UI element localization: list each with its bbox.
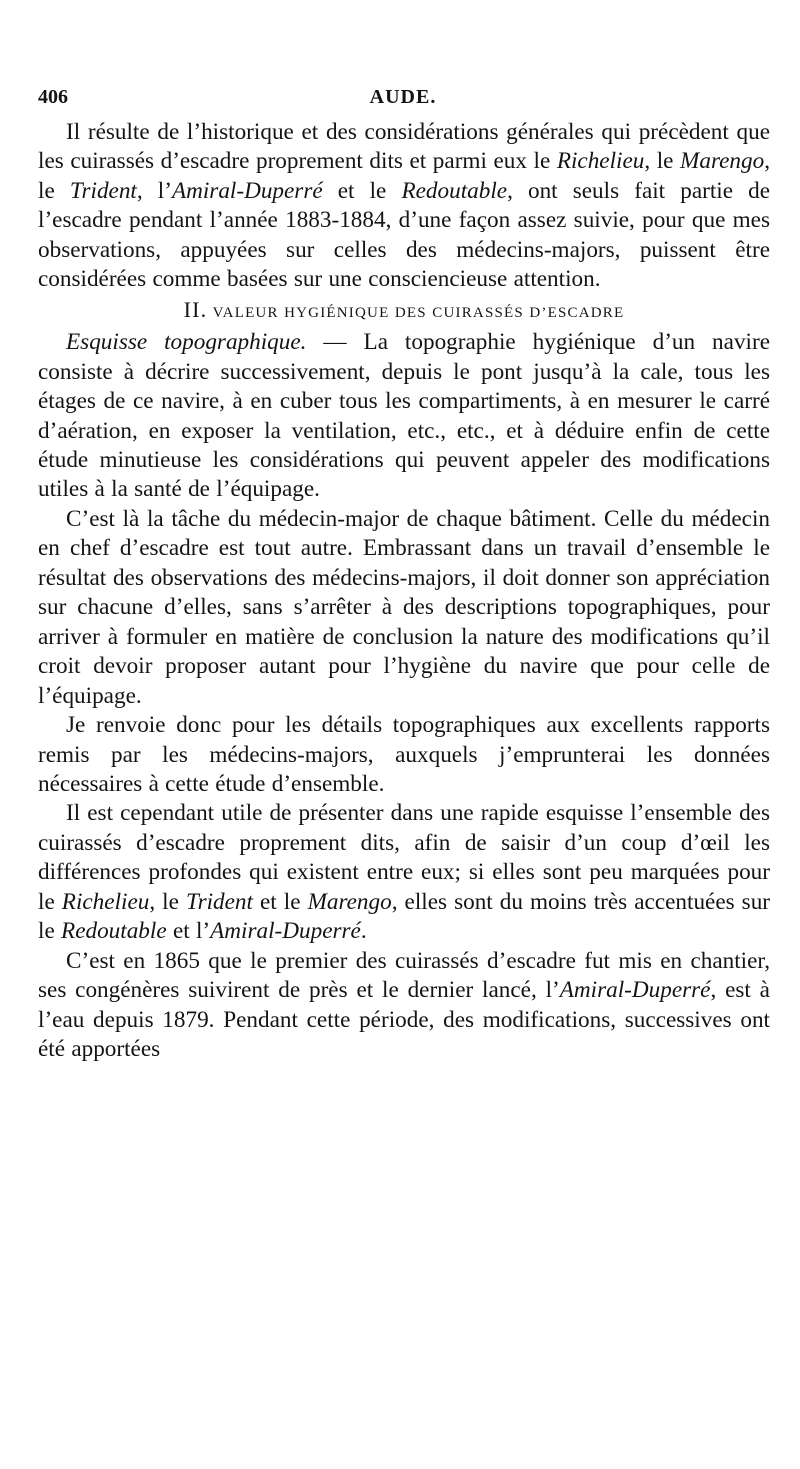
paragraph-1 — [38, 118, 770, 295]
text-run: . — [360, 918, 367, 945]
paragraph-4: Je renvoie donc pour les détails topographiques aux excellents rapports remis par les médecins-majors, auxquels j’emprunterai les données nécessaires à cette étude d’ensemble. — [38, 712, 770, 797]
text-run: et le — [322, 177, 402, 204]
section-heading — [38, 295, 770, 328]
page-number: 406 — [38, 86, 68, 108]
ship-name: Redoutable — [61, 918, 167, 945]
paragraph-3: C’est là la tâche du médecin-major de chaque bâtiment. Celle du médecin en chef d’escadre est tout autre. Embrassant dans un travail d’ensemble le résultat des observations des médecins-majors, il doit donner son appréciation sur chacune d’elles, sans s’arrêter à des descriptions topographiques, pour arriver à formuler en matière de conclusion la nature des modifications qu’il croit devoir proposer autant pour l’hygiène du navire que pour celle de l’équipage. — [38, 505, 770, 709]
section-title: VALEUR HYGIÉNIQUE DES CUIRASSÉS D’ESCADRE — [212, 304, 625, 321]
text-run: , ont seuls fait partie de l’escadre pendant l’année 1883-1884, d’une façon assez suivie, pour que mes observations, appuyées sur celles des médecins-majors, puissent être considérées comme basées sur une consciencieuse attention. — [38, 177, 771, 293]
paragraph-2 — [38, 328, 770, 505]
text-run: , elles sont du moins très accentuées sur le — [38, 888, 771, 945]
running-title: AUDE. — [369, 86, 437, 108]
paragraph-6 — [38, 947, 770, 1065]
text-run: , est à l’eau depuis 1879. Pendant cette période, des modifications, successives ont été apportées — [38, 977, 770, 1063]
ship-name: Trident — [69, 177, 137, 204]
ship-name: Redoutable — [401, 177, 508, 204]
text-run: — La topographie hygiénique d’un navire consiste à décrire successivement, depuis le pont jusqu’à la cale, tous les étages de ce navire, à en cuber tous les compartiments, à en mesurer le carré d’aération, en exposer la ventilation, etc., etc., et à déduire enfin de cette étude minutieuse les considérations qui peuvent appeler des modifications utiles à la santé de l’équipage. — [38, 329, 770, 503]
paragraph-lead: Esquisse topographique. — [66, 329, 307, 356]
page-header — [38, 86, 768, 116]
text-run: et l’ — [166, 918, 211, 945]
page-body — [38, 118, 770, 1065]
section-number: II. — [183, 296, 208, 322]
ship-name: Richelieu — [556, 148, 645, 175]
text-run: Il résulte de l’historique et des considérations générales qui précèdent que les cuirassés d’escadre proprement dits et parmi eux le — [38, 119, 770, 175]
text-run: , le — [644, 148, 681, 175]
ship-name: Amiral-Duperré — [559, 977, 711, 1004]
text-run: et le — [252, 888, 308, 915]
ship-name: Trident — [185, 888, 253, 915]
ship-name: Marengo — [680, 148, 765, 175]
ship-name: Amiral-Duperré — [171, 177, 323, 204]
ship-name: Richelieu — [61, 888, 150, 915]
text-run: , le — [149, 888, 186, 915]
text-run: C’est en 1865 que le premier des cuirassés d’escadre fut mis en chantier, ses congénères suivirent de près et le dernier lancé, l’ — [38, 947, 770, 1004]
text-run: , l’ — [136, 177, 172, 204]
paragraph-5 — [38, 799, 770, 946]
text-run: Il est cependant utile de présenter dans une rapide esquisse l’ensemble des cuirassés d’escadre proprement dits, afin de saisir d’un coup d’œil les différences profondes qui existent entre eux; si elles sont peu marquées pour le — [38, 800, 770, 915]
text-run: , le — [38, 148, 770, 204]
ship-name: Marengo — [307, 888, 392, 915]
ship-name: Amiral-Duperré — [210, 918, 361, 945]
